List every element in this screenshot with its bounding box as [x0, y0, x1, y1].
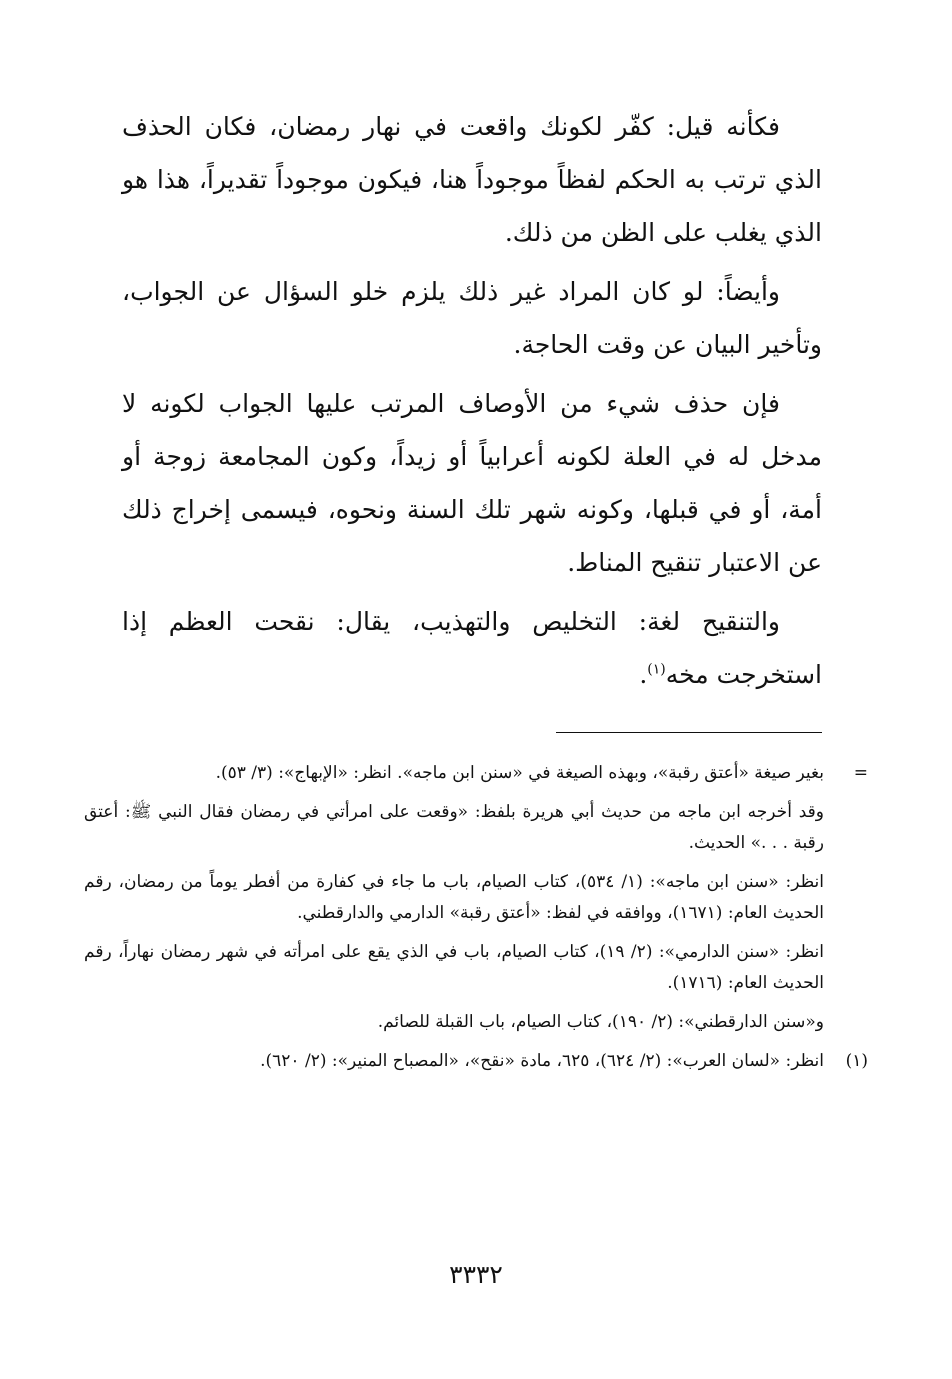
footnote-continuation-marker: =: [853, 763, 868, 783]
page-number: ٣٣٣٢: [449, 1260, 503, 1289]
footnote-paragraph: [84, 797, 824, 859]
footnote-1: [84, 1046, 868, 1077]
paragraph-2: وأيضاً: لو كان المراد غير ذلك يلزم خلو السؤال عن الجواب، وتأخير البيان عن وقت الحاجة.: [122, 277, 822, 359]
paragraph-4-end: .: [639, 660, 648, 689]
footnote-1-marker: (١): [845, 1051, 868, 1071]
main-text: [122, 100, 822, 707]
footnote-paragraph: [84, 867, 824, 929]
footnote-reference[interactable]: (١): [647, 661, 666, 678]
paragraph-1: فكأنه قيل: كفّر لكونك واقعت في نهار رمضان، فكان الحذف الذي ترتب به الحكم لفظاً موجوداً هنا، فيكون موجوداً تقديراً، هذا هو الذي يغلب على الظن من ذلك.: [122, 112, 822, 247]
footnote-paragraph: [84, 1007, 824, 1038]
footnote-text: انظر: «سنن الدارمي»: (٢/ ١٩)، كتاب الصيام، باب في الذي يقع على امرأته في شهر رمضان نهاراً، رقم الحديث العام: (١٧١٦).: [84, 942, 824, 993]
footnote-text: انظر: «لسان العرب»: (٢/ ٦٢٤)، ٦٢٥، مادة «نقح»، «المصباح المنير»: (٢/ ٦٢٠).: [260, 1051, 824, 1071]
footnote-text: وقد أخرجه ابن ماجه من حديث أبي هريرة بلفظ: «وقعت على امرأتي في رمضان فقال النبي ﷺ: أعتق رقبة . . .» الحديث.: [84, 802, 824, 853]
footnote-paragraph: [84, 937, 824, 999]
footnote-text: بغير صيغة «أعتق رقبة»، وبهذه الصيغة في «سنن ابن ماجه». انظر: «الإبهاج»: (٣/ ٥٣).: [215, 763, 824, 783]
footnotes: [84, 758, 868, 1085]
footnote-continuation: [84, 758, 868, 789]
paragraph-4-text: والتنقيح لغة: التخليص والتهذيب، يقال: نقحت العظم إذا استخرجت مخه: [122, 607, 822, 689]
footnote-text: انظر: «سنن ابن ماجه»: (١/ ٥٣٤)، كتاب الصيام، باب ما جاء في كفارة من أفطر يوماً من رمضان، رقم الحديث العام: (١٦٧١)، ووافقه في لفظ: «أعتق رقبة» الدارمي والدارقطني.: [84, 872, 824, 923]
paragraph-4: [122, 595, 822, 701]
footnote-text: و«سنن الدارقطني»: (٢/ ١٩٠)، كتاب الصيام، باب القبلة للصائم.: [377, 1012, 824, 1032]
footnote-divider: [556, 732, 822, 733]
paragraph-3: فإن حذف شيء من الأوصاف المرتب عليها الجواب لكونه لا مدخل له في العلة لكونه أعرابياً أو زيداً، وكون المجامعة زوجة أو أمة، أو في قبلها، وكونه شهر تلك السنة ونحوه، فيسمى إخراج ذلك عن الاعتبار تنقيح المناط.: [122, 389, 822, 577]
